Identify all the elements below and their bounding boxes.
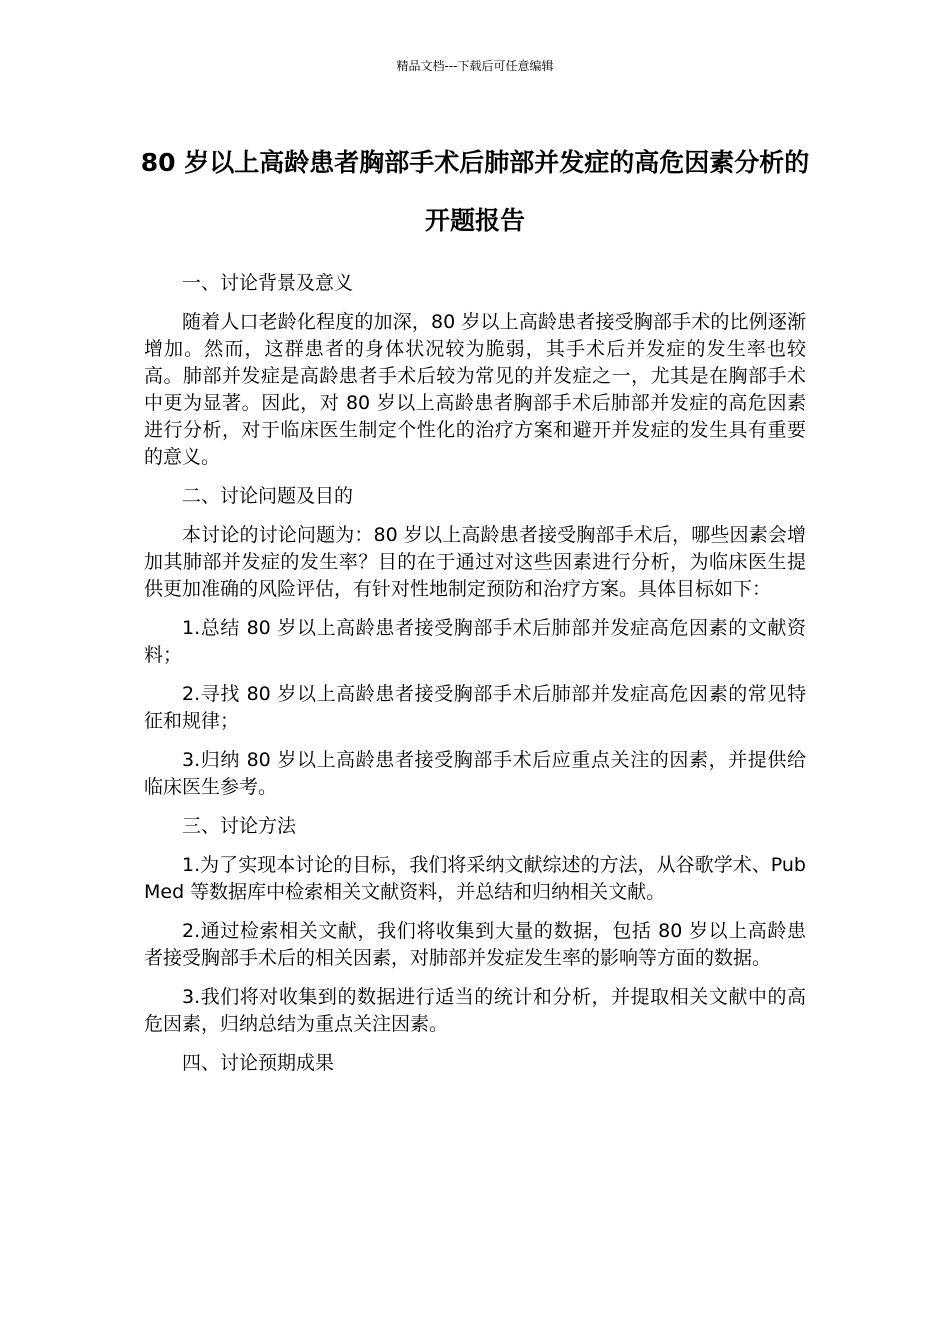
paragraph-background: 随着人口老龄化程度的加深，80 岁以上高龄患者接受胸部手术的比例逐渐增加。然而，这群患者的身体状况较为脆弱，其手术后并发症的发生率也较高。肺部并发症是高龄患者手术后较为常见的并发症之一，尤其是在胸部手术中更为显著。因此，对 80 岁以上高龄患者胸部手术后肺部并发症的高危因素进行分析，对于临床医生制定个性化的治疗方案和避开并发症的发生具有重要的意义。 — [144, 311, 806, 468]
section-heading-outcomes: 四、讨论预期成果 — [182, 1052, 335, 1074]
page-header: 精品文档---下载后可任意编辑 — [396, 59, 554, 73]
list-item-goal-1: 1.总结 80 岁以上高龄患者接受胸部手术后肺部并发症高危因素的文献资料； — [144, 617, 806, 666]
section-heading-question: 二、讨论问题及目的 — [182, 485, 354, 507]
section-heading-method: 三、讨论方法 — [182, 815, 297, 837]
document-body — [144, 270, 806, 1089]
section-heading-background: 一、讨论背景及意义 — [182, 272, 354, 294]
paragraph-question: 本讨论的讨论问题为：80 岁以上高龄患者接受胸部手术后，哪些因素会增加其肺部并发症的发生率？目的在于通过对这些因素进行分析，为临床医生提供更加准确的风险评估，有针对性地制定预防和治疗方案。具体目标如下： — [144, 524, 806, 600]
document-title: 80 岁以上高龄患者胸部手术后肺部并发症的高危因素分析的开题报告 — [140, 148, 810, 235]
list-item-method-2: 2.通过检索相关文献，我们将收集到大量的数据，包括 80 岁以上高龄患者接受胸部手术后的相关因素，对肺部并发症发生率的影响等方面的数据。 — [144, 920, 806, 969]
list-item-goal-3: 3.归纳 80 岁以上高龄患者接受胸部手术后应重点关注的因素，并提供给临床医生参考。 — [144, 749, 806, 798]
list-item-goal-2: 2.寻找 80 岁以上高龄患者接受胸部手术后肺部并发症高危因素的常见特征和规律； — [144, 683, 806, 732]
list-item-method-3: 3.我们将对收集到的数据进行适当的统计和分析，并提取相关文献中的高危因素，归纳总结为重点关注因素。 — [144, 986, 806, 1035]
list-item-method-1: 1.为了实现本讨论的目标，我们将采纳文献综述的方法，从谷歌学术、PubMed 等数据库中检索相关文献资料，并总结和归纳相关文献。 — [144, 854, 806, 903]
